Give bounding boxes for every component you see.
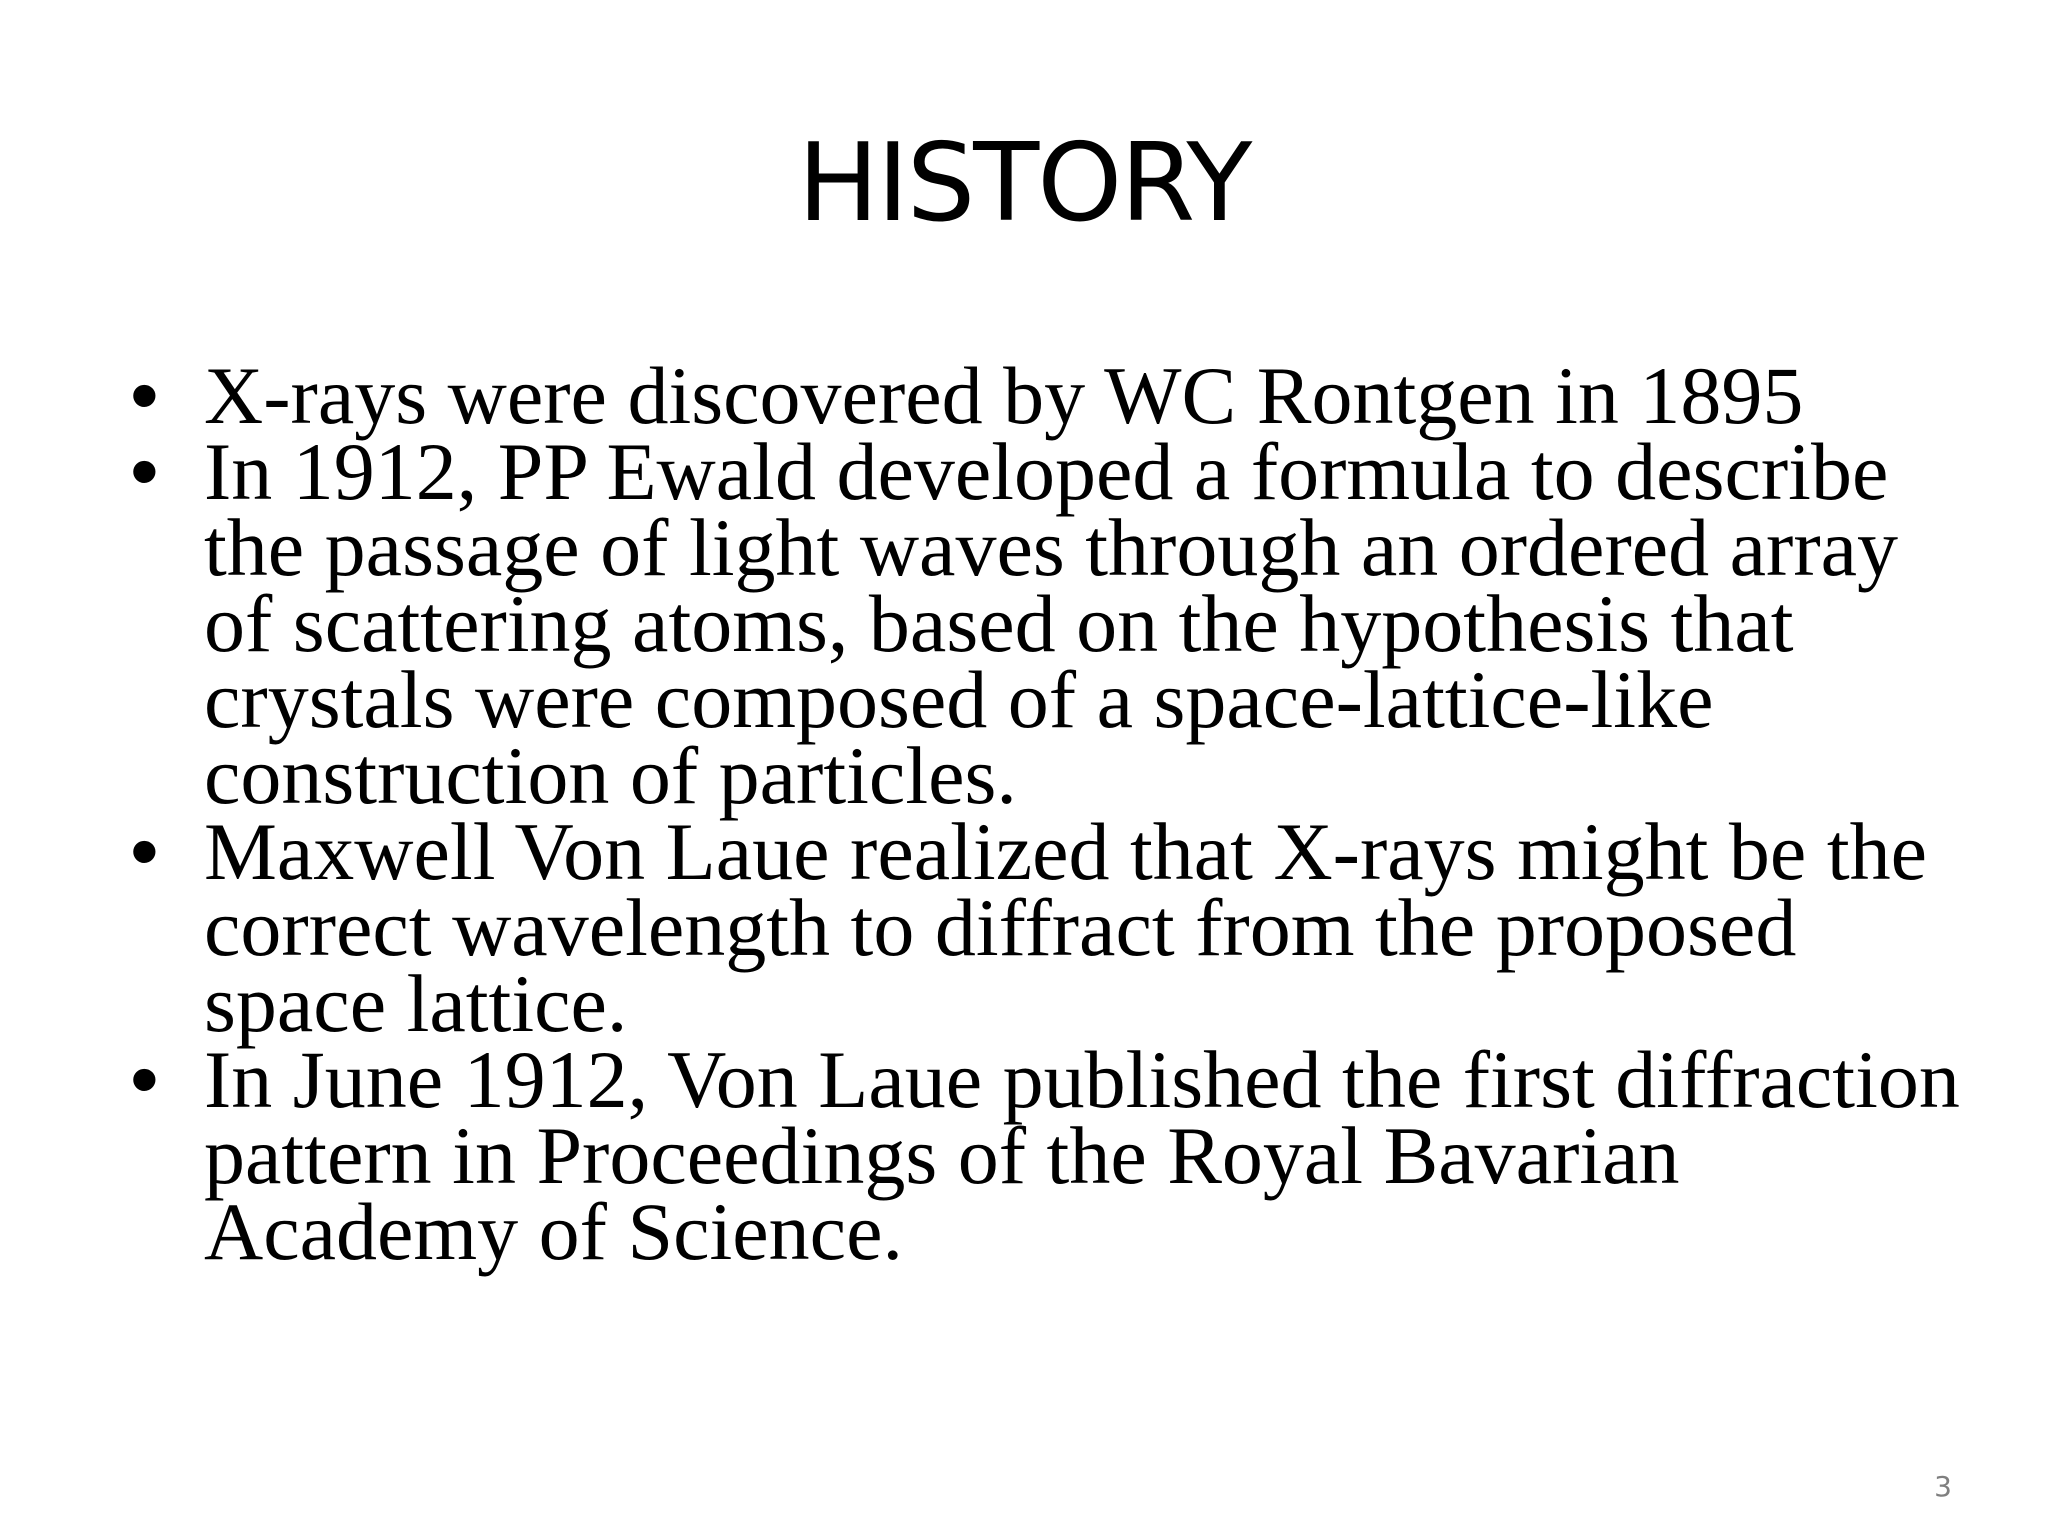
bullet-icon: • — [130, 806, 159, 897]
bullet-icon: • — [130, 350, 159, 441]
bullet-text: Maxwell Von Laue realized that X-rays might be the correct wavelength to diffract from the proposed space lattice. — [204, 806, 1928, 1049]
bullet-text: X-rays were discovered by WC Rontgen in 1895 — [204, 350, 1804, 441]
bullet-item — [118, 350, 1978, 441]
bullet-list — [118, 350, 1978, 1277]
slide-title: HISTORY — [797, 121, 1251, 246]
page-number: 3 — [1934, 1470, 1952, 1503]
bullet-text: In 1912, PP Ewald developed a formula to describe the passage of light waves through an ordered array of scattering atoms, based on the hypothesis that crystals were composed of a space-lattice-like construction of particles. — [204, 426, 1899, 821]
bullet-text: In June 1912, Von Laue published the first diffraction pattern in Proceedings of the Royal Bavarian Academy of Science. — [204, 1034, 1960, 1277]
bullet-item — [118, 426, 1978, 821]
bullet-item — [118, 1034, 1978, 1277]
bullet-icon: • — [130, 426, 159, 517]
bullet-item — [118, 806, 1978, 1049]
bullet-icon: • — [130, 1034, 159, 1125]
